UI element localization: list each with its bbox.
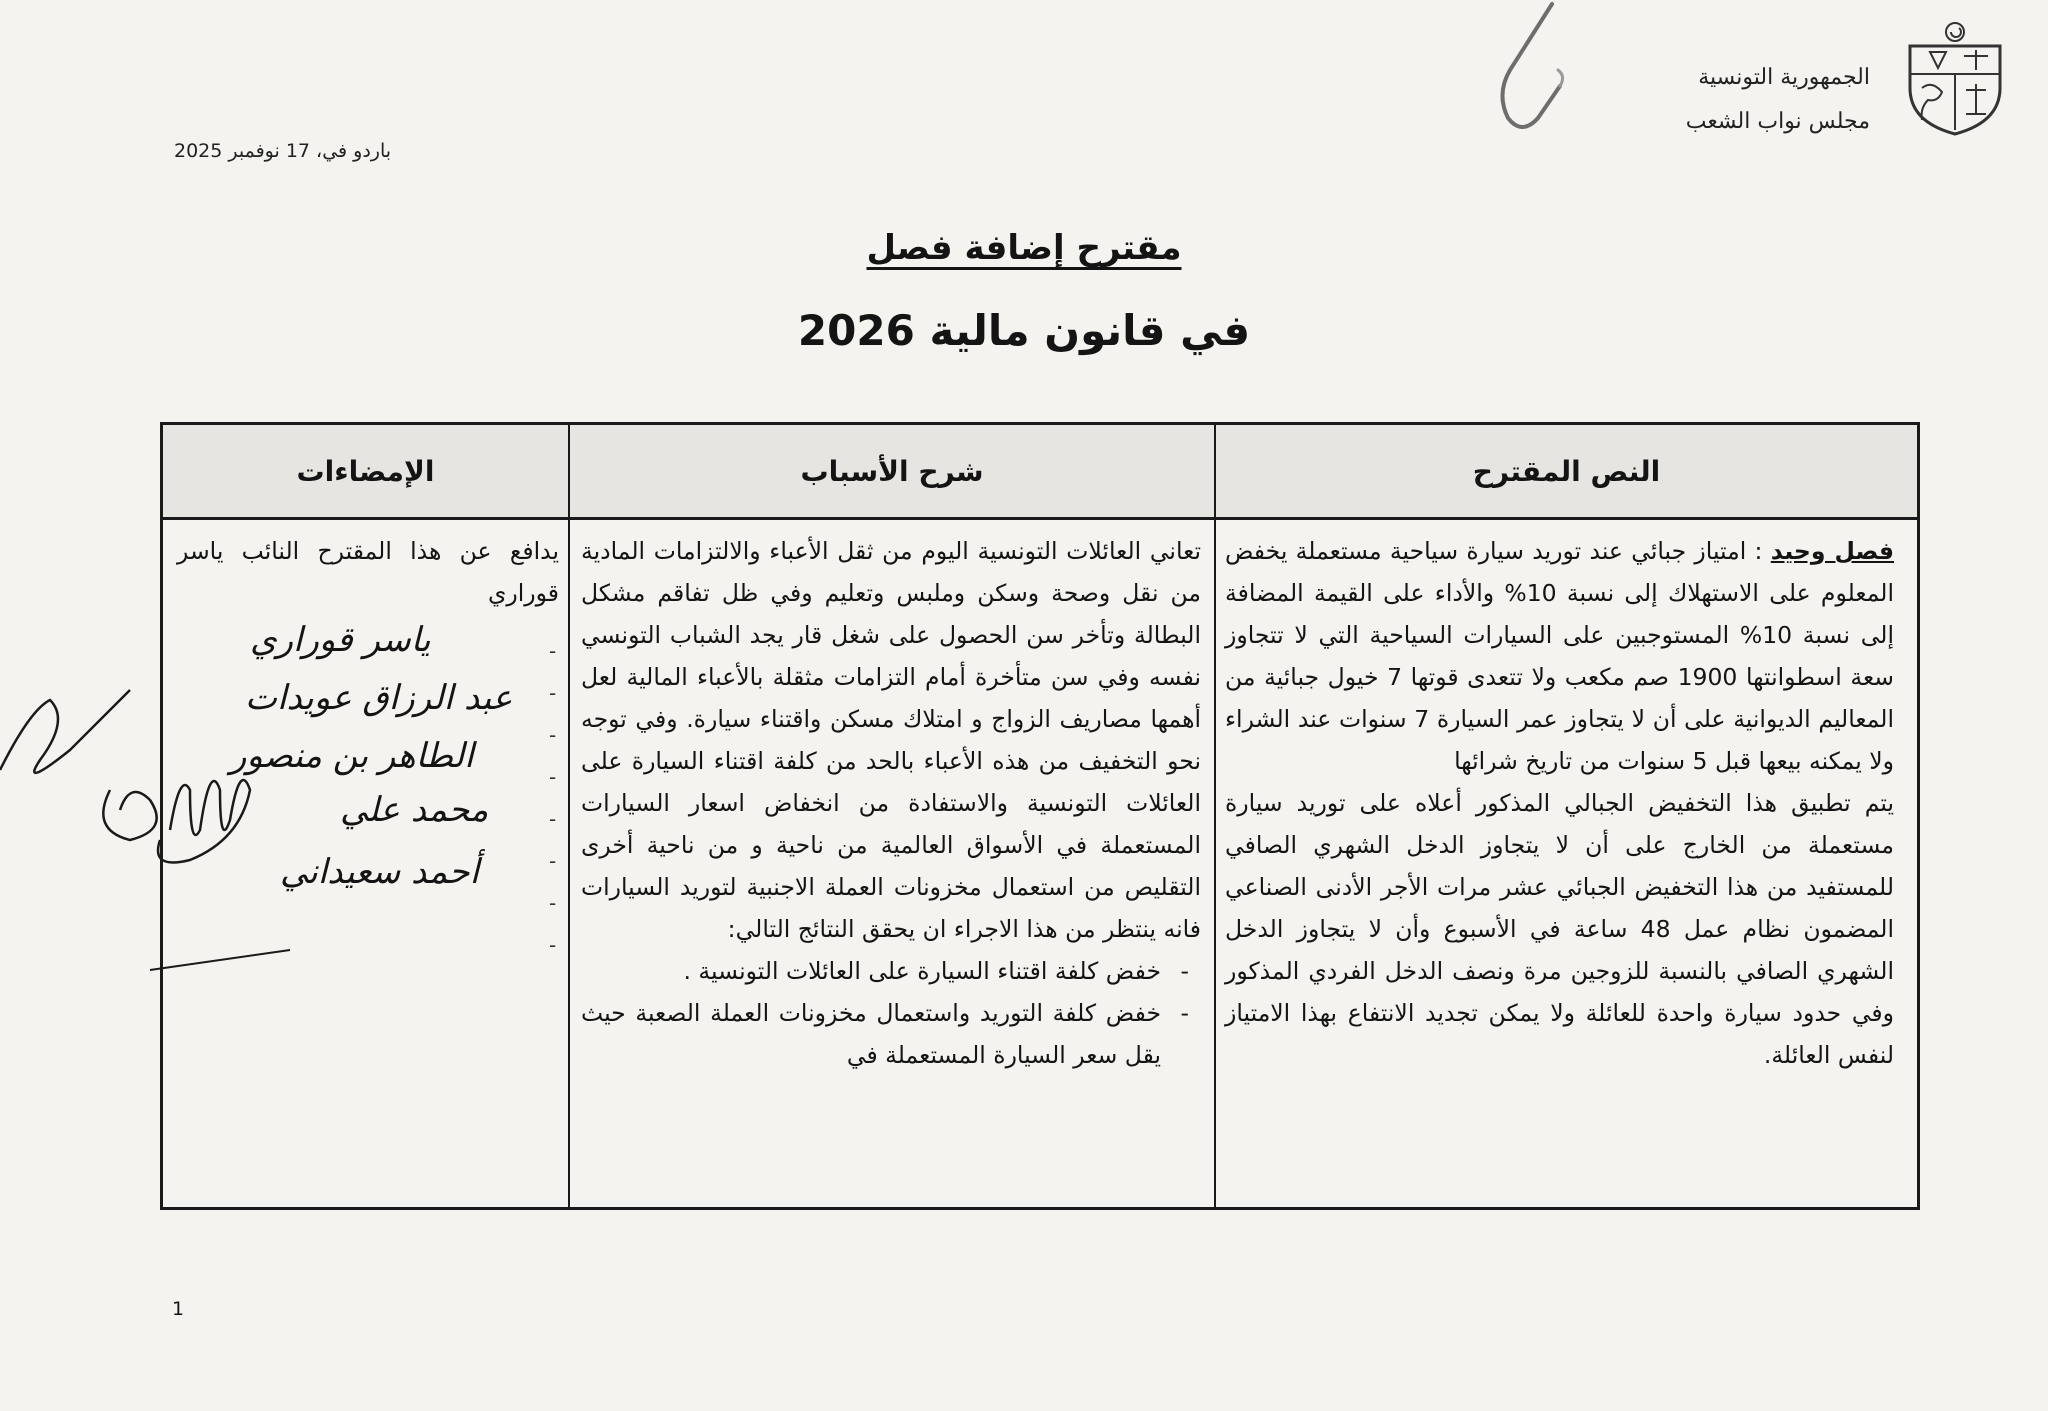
signature-name: ياسر قوراري (250, 620, 431, 660)
signature-lines: - - - - - - - - (549, 639, 557, 957)
letterhead-institution: مجلس نواب الشعب (1685, 109, 1870, 134)
header-proposed-text: النص المقترح (1216, 425, 1917, 517)
proposed-text-column (1225, 530, 1894, 1076)
signature-name: عبد الرزاق عويدات (245, 678, 513, 718)
article-heading: فصل وحيد (1770, 537, 1894, 565)
header-reasons: شرح الأسباب (570, 425, 1214, 517)
document-title (0, 228, 2048, 268)
handwritten-signatures (0, 620, 580, 980)
paper-clip-icon (1490, 0, 1570, 140)
letterhead-country: الجمهورية التونسية (1698, 65, 1870, 90)
title-line-1: مقترح إضافة فصل (866, 228, 1182, 268)
reasons-column (581, 530, 1201, 1076)
results-list (581, 950, 1201, 1076)
signature-name: أحمد سعيداني (280, 852, 480, 892)
tunisia-emblem-icon (1900, 18, 2010, 138)
header-signatures: الإمضاءات (163, 425, 568, 517)
signature-name: الطاهر بن منصور (230, 736, 474, 776)
page-number: 1 (172, 1298, 185, 1320)
article-text (1225, 530, 1894, 782)
header-divider (163, 517, 1917, 520)
signatures-column (177, 530, 559, 614)
signatures-advocate: يدافع عن هذا المقترح النائب ياسر قوراري (177, 537, 559, 607)
letterhead (1686, 56, 1870, 144)
reasons-paragraph: تعاني العائلات التونسية اليوم من ثقل الأعباء والالتزامات المادية من نقل وصحة وسكن وملبس وتعليم وفي ظل تفاقم مشكل البطالة وتأخر سن الحصول على شغل قار يجد الشباب التونسي نفسه وفي سن متأخرة أمام التزامات مثقلة بالأعباء المالية لعل أهمها مصاريف الزواج و امتلاك مسكن واقتناء سيارة. وفي توجه نحو التخفيف من هذه الأعباء بالحد من كلفة اقتناء السيارة على العائلات التونسية والاستفادة من انخفاض اسعار السيارات المستعملة في الأسواق العالمية من ناحية و من ناحية أخرى التقليص من استعمال مخزونات العملة الاجنبية لتوريد السيارات فانه ينتظر من هذا الاجراء ان يحقق النتائج التالي: (581, 537, 1201, 943)
document-date: باردو في، 17 نوفمبر 2025 (174, 140, 392, 162)
result-item: - خفض كلفة التوريد واستعمال مخزونات العملة الصعبة حيث يقل سعر السيارة المستعملة في (581, 992, 1161, 1076)
document-subtitle: في قانون مالية 2026 (797, 306, 1251, 355)
column-divider (1214, 425, 1216, 1207)
article-intro: : امتياز جبائي عند توريد سيارة سياحية مستعملة يخفض المعلوم على الاستهلاك إلى نسبة 10% والأداء على القيمة المضافة إلى نسبة 10% المستوجبين على السيارات السياحية التي لا تتجاوز سعة اسطوانتها 1900 صم مكعب ولا تتعدى قوتها 7 خيول جبائية من المعاليم الديوانية على أن لا يتجاوز عمر السيارة 7 سنوات عند الشراء ولا يمكنه بيعها قبل 5 سنوات من تاريخ شرائها (1225, 537, 1894, 775)
result-item: - خفض كلفة اقتناء السيارة على العائلات التونسية . (581, 950, 1161, 992)
signature-name: محمد علي (340, 790, 489, 830)
article-conditions: يتم تطبيق هذا التخفيض الجبالي المذكور أعلاه على توريد سيارة مستعملة من الخارج على أن لا يتجاوز الدخل الشهري الصافي للمستفيد من هذا التخفيض الجبائي عشر مرات الأجر الأدنى الصناعي المضمون نظام عمل 48 ساعة في الأسبوع وأن لا يتجاوز الدخل الشهري الصافي بالنسبة للزوجين مرة ونصف الدخل الفردي المذكور وفي حدود سيارة واحدة للعائلة ولا يمكن تجديد الانتفاع بهذا الامتياز لنفس العائلة. (1225, 789, 1894, 1069)
